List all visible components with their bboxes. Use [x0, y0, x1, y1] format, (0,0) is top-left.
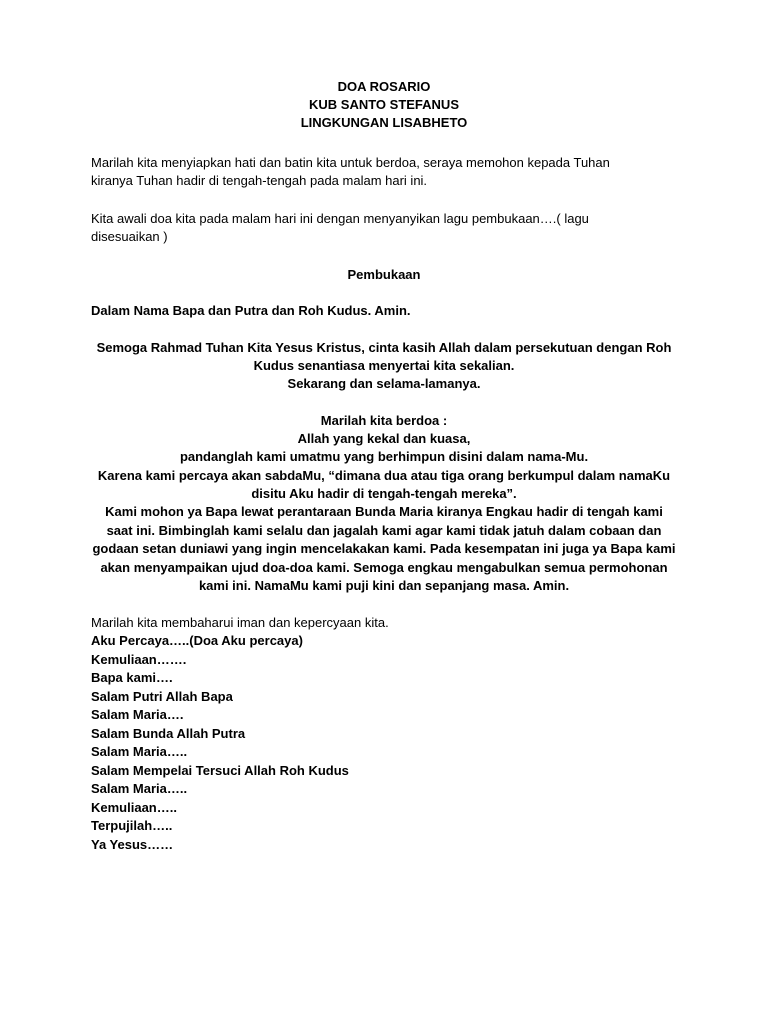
list-item: Aku Percaya…..(Doa Aku percaya) [91, 633, 303, 648]
prayer-line-4: Karena kami percaya akan sabdaMu, “dimana dua atau tiga orang berkumpul dalam namaKu [97, 468, 671, 483]
list-item: Kemuliaan……. [91, 652, 187, 667]
document-title: DOA ROSARIO [337, 79, 431, 94]
list-item: Ya Yesus…… [91, 837, 174, 852]
prayer-line-3: pandanglah kami umatmu yang berhimpun disini dalam nama-Mu. [179, 449, 589, 464]
prayer-line-10: kami ini. NamaMu kami puji kini dan sepanjang masa. Amin. [198, 578, 570, 593]
list-item: Kemuliaan….. [91, 800, 177, 815]
prayer-line-9: akan menyampaikan ujud doa-doa kami. Semoga engkau mengabulkan semua permohonan [100, 560, 668, 575]
prayer-line-8: godaan setan duniawi yang ingin mencelakakan kami. Pada kesempatan ini juga ya Bapa kami [92, 541, 676, 556]
renewal-intro: Marilah kita membaharui iman dan kepercyaan kita. [91, 615, 389, 630]
document-subtitle: KUB SANTO STEFANUS [309, 97, 459, 112]
prayer-line-5: disitu Aku hadir di tengah-tengah mereka”. [251, 486, 517, 501]
section-heading-pembukaan: Pembukaan [347, 267, 421, 282]
list-item: Terpujilah….. [91, 818, 173, 833]
prayer-line-6: Kami mohon ya Bapa lewat perantaraan Bunda Maria kiranya Engkau hadir di tengah kami [105, 504, 663, 519]
greeting-line-3: Sekarang dan selama-lamanya. [287, 376, 481, 391]
prayer-line-2: Allah yang kekal dan kuasa, [297, 431, 471, 446]
document-location: LINGKUNGAN LISABHETO [300, 115, 468, 130]
intro-paragraph-2-line-2: disesuaikan ) [91, 229, 168, 244]
greeting-line-2: Kudus senantiasa menyertai kita sekalian. [253, 358, 515, 373]
intro-paragraph-2-line-1: Kita awali doa kita pada malam hari ini dengan menyanyikan lagu pembukaan….( lagu [91, 211, 589, 226]
intro-paragraph-1-line-2: kiranya Tuhan hadir di tengah-tengah pada malam hari ini. [91, 173, 428, 188]
list-item: Salam Maria…. [91, 707, 184, 722]
intro-paragraph-1-line-1: Marilah kita menyiapkan hati dan batin kita untuk berdoa, seraya memohon kepada Tuhan [91, 155, 610, 170]
list-item: Salam Bunda Allah Putra [91, 726, 246, 741]
list-item: Salam Maria….. [91, 781, 188, 796]
prayer-line-7: saat ini. Bimbinglah kami selalu dan jagalah kami agar kami tidak jatuh dalam cobaan dan [106, 523, 662, 538]
list-item: Bapa kami…. [91, 670, 173, 685]
greeting-line-1: Semoga Rahmad Tuhan Kita Yesus Kristus, cinta kasih Allah dalam persekutuan dengan Roh [96, 340, 672, 355]
list-item: Salam Putri Allah Bapa [91, 689, 233, 704]
prayer-line-1: Marilah kita berdoa : [320, 413, 448, 428]
list-item: Salam Mempelai Tersuci Allah Roh Kudus [91, 763, 349, 778]
sign-of-cross: Dalam Nama Bapa dan Putra dan Roh Kudus. Amin. [91, 303, 411, 318]
list-item: Salam Maria….. [91, 744, 188, 759]
